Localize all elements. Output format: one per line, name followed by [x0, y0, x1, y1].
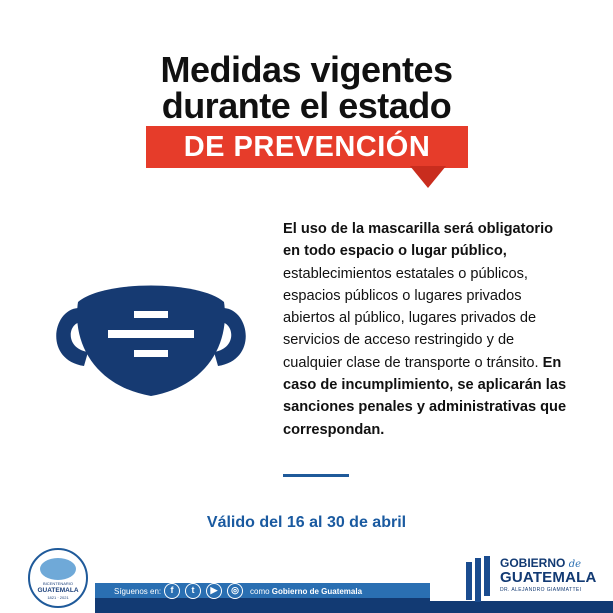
- title-line-2: durante el estado: [161, 85, 452, 126]
- government-logo: [500, 557, 597, 597]
- gov-line-1: GOBIERNO: [500, 556, 566, 570]
- mask-rule-text: [283, 218, 573, 441]
- gov-de: de: [568, 559, 582, 570]
- divider-line: [283, 474, 349, 477]
- banner-pointer: [410, 166, 446, 188]
- como-prefix: como: [250, 587, 270, 596]
- instagram-icon[interactable]: ◎: [227, 583, 243, 599]
- quetzal-emblem-icon: [40, 558, 76, 580]
- government-logo-mark: [466, 556, 492, 602]
- main-title: [0, 49, 613, 126]
- youtube-icon[interactable]: ▶: [206, 583, 222, 599]
- seal-name: GUATEMALA: [37, 587, 79, 594]
- seal-years: 1821 · 2021: [47, 595, 69, 600]
- validity-dates: Válido del 16 al 30 de abril: [206, 514, 407, 531]
- twitter-icon[interactable]: t: [185, 583, 201, 599]
- facebook-icon[interactable]: f: [164, 583, 180, 599]
- como-name: Gobierno de Guatemala: [271, 587, 363, 596]
- title-line-1: Medidas vigentes: [160, 49, 453, 90]
- rule-detail: establecimientos estatales o públicos, espacios públicos o lugares privados abiertos al público, lugares privados de servicios de acceso restringido y de cualquier clase de transporte o tránsito.: [283, 265, 543, 371]
- prevention-banner: DE PREVENCIÓN: [146, 126, 468, 168]
- bicentenario-logo: [28, 548, 88, 608]
- social-handle: [250, 586, 362, 598]
- follow-label: Síguenos en:: [114, 587, 162, 596]
- gov-line-2: GUATEMALA: [500, 569, 597, 586]
- seal-top-text: BICENTENARIO: [42, 581, 73, 586]
- rule-bold-intro: El uso de la mascarilla será obligatorio en todo espacio o lugar público,: [283, 221, 554, 260]
- rule-penalty: En caso de incumplimiento, se aplicarán las sanciones penales y administrativas que correspondan.: [283, 354, 567, 438]
- face-mask-icon: [48, 268, 254, 408]
- gov-line-3: DR. ALEJANDRO GIAMMATTEI: [500, 587, 582, 593]
